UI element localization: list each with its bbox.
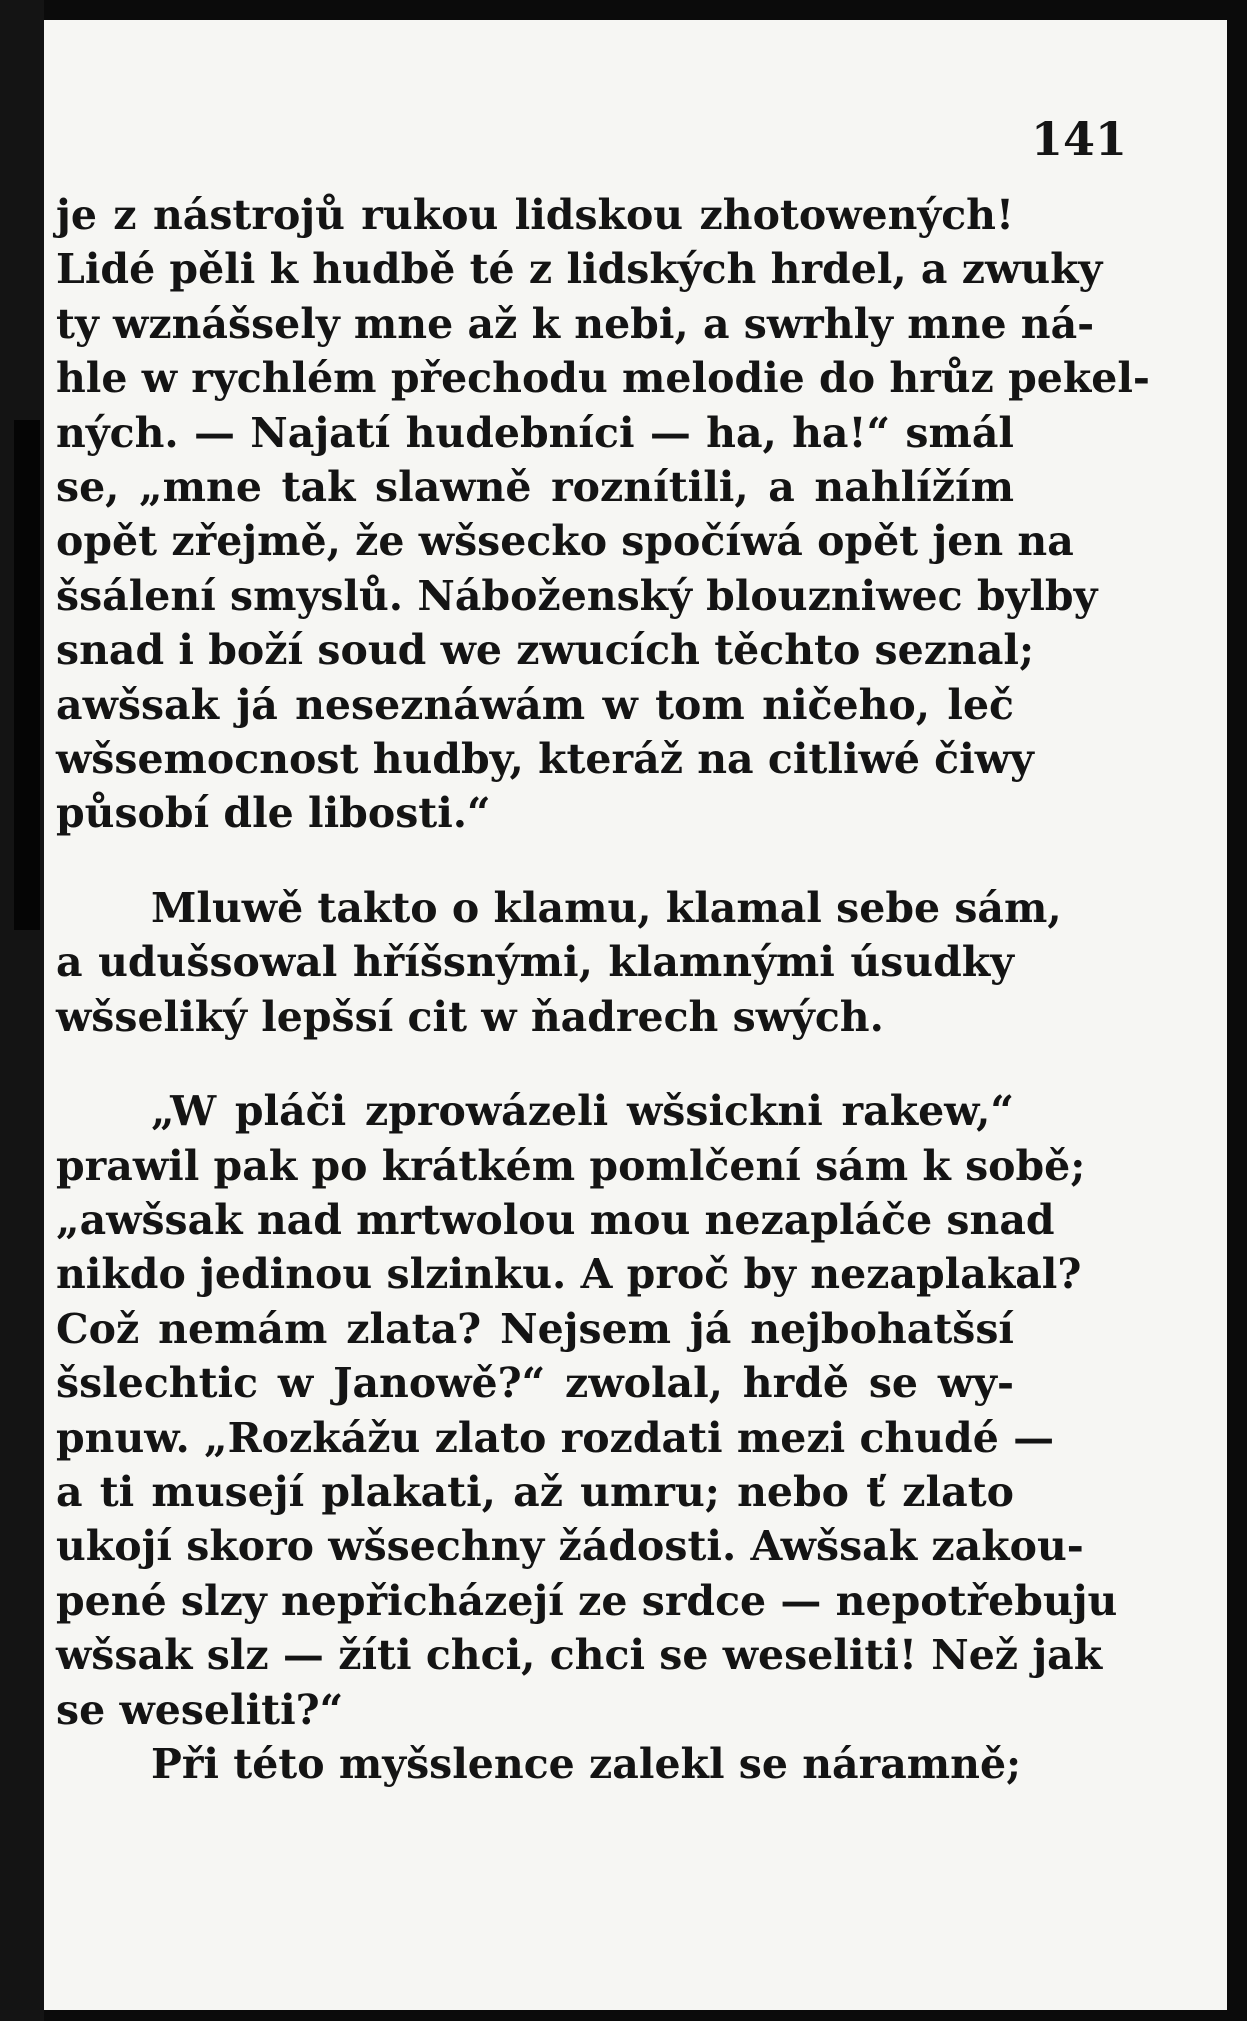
text-line: wšsak slz — žíti chci, chci se weseliti! Než jak [56, 1631, 1103, 1680]
text-line: opět zřejmě, že wšsecko spočíwá opět jen na [56, 517, 1074, 566]
text-line: wšsemocnost hudby, kteráž na citliwé čiwy [56, 735, 1034, 784]
text-line: prawil pak po krátkém pomlčení sám k sobě; [56, 1141, 1086, 1190]
text-line: šsálení smyslů. Náboženský blouzniwec bylby [56, 571, 1098, 620]
scan-shadow-band [14, 420, 40, 930]
text-line: Při této myšslence zalekl se náramně; [151, 1739, 1022, 1788]
text-line: pnuw. „Rozkážu zlato rozdati mezi chudé — [56, 1413, 1055, 1462]
text-line: pené slzy nepřicházejí ze srdce — nepotřebuju [56, 1576, 1118, 1625]
text-line: „W pláči zprowázeli wšsickni rakew,“ [151, 1087, 1014, 1136]
text-line: je z nástrojů rukou lidskou zhotowených! [56, 191, 1014, 239]
text-line: hle w rychlém přechodu melodie do hrůz pekel- [56, 354, 1150, 403]
page-body-text [56, 188, 1150, 1791]
text-line: awšsak já neseznáwám w tom ničeho, leč [56, 680, 1014, 729]
page-number: 141 [1030, 112, 1127, 166]
paragraph [56, 1737, 1022, 1791]
text-line: a ti musejí plakati, až umru; nebo ť zlato [56, 1467, 1014, 1516]
text-line: se weseliti?“ [56, 1685, 344, 1734]
text-line: „awšsak nad mrtwolou mou nezapláče snad [56, 1195, 1055, 1244]
text-line: ukojí skoro wšsechny žádosti. Awšsak zakou- [56, 1522, 1084, 1571]
text-line: Mluwě takto o klamu, klamal sebe sám, [151, 883, 1062, 932]
text-line: Lidé pěli k hudbě té z lidských hrdel, a zwuky [56, 245, 1103, 294]
paragraph [56, 1084, 1118, 1737]
text-line: šslechtic w Janowě?“ zwolal, hrdě se wy- [56, 1359, 1014, 1408]
text-line: snad i boží soud we zwucích těchto seznal; [56, 626, 1035, 675]
paragraph [56, 188, 1150, 841]
text-line: se, „mne tak slawně roznítili, a nahlížím [56, 463, 1014, 512]
text-line: působí dle libosti.“ [56, 789, 491, 838]
text-line: wšseliký lepšsí cit w ňadrech swých. [56, 992, 884, 1041]
text-line: nikdo jedinou slzinku. A proč by nezaplakal? [56, 1250, 1082, 1299]
text-line: Což nemám zlata? Nejsem já nejbohatšsí [56, 1304, 1014, 1353]
text-line: ty wznášsely mne až k nebi, a swrhly mne ná- [56, 299, 1095, 348]
paragraph [56, 881, 1062, 1044]
scan-left-edge [0, 0, 44, 2021]
text-line: ných. — Najatí hudebníci — ha, ha!“ smál [56, 408, 1014, 457]
text-line: a udušsowal hříšsnými, klamnými úsudky [56, 938, 1014, 987]
